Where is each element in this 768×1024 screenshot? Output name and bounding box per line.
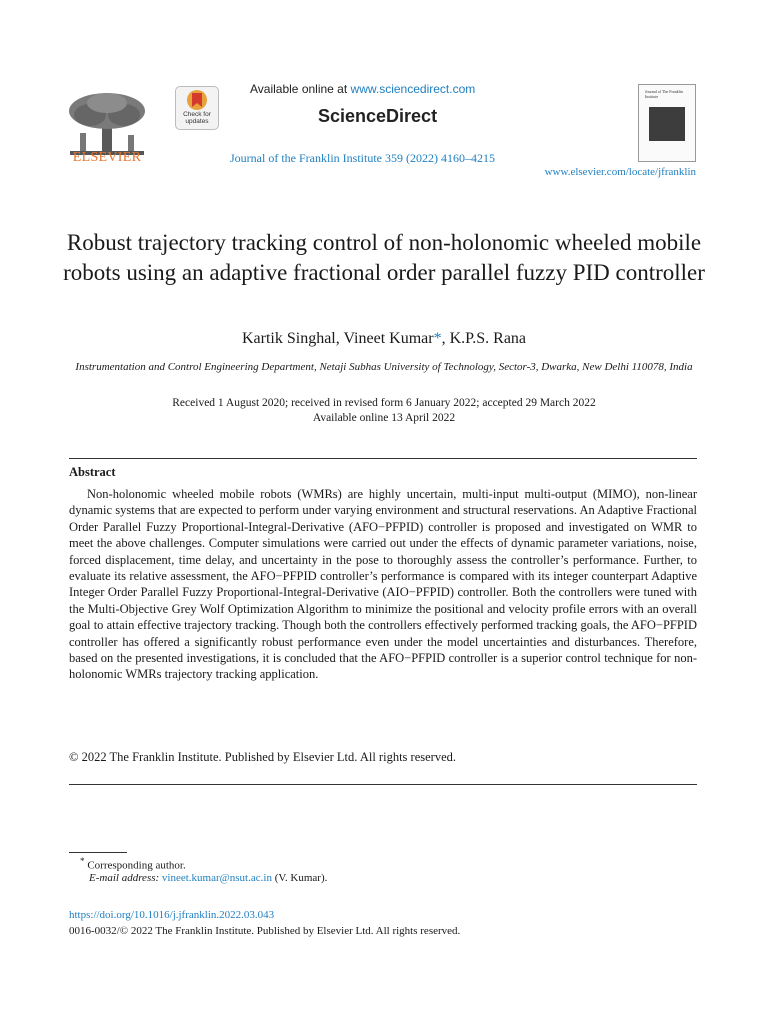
authors-first: Kartik Singhal, Vineet Kumar (241, 330, 434, 347)
abstract-text: Non-holonomic wheeled mobile robots (WMRs) are highly uncertain, multi-input multi-output (MIMO), non-linear dynamic systems that are expected to perform under varying environment and structural reservations. An Adaptive Fractional Order Parallel Fuzzy Proportional-Integral-Derivative (AFO−PFPID) controller is proposed and investigated on WMR to meet the above challenges. Computer simulations were carried out under the effects of dynamic parameter variations, noise, forced displacement, time delay, and uncertainty in the pose to thoroughly assess the controller’s performance. Further, to evaluate its relative assessment, the AFO−PFPID controller’s performance is compared with its integer counterpart Adaptive Integer Order Parallel Fuzzy Proportional-Integral-Derivative (AIO−PFPID) controller. Both the controllers were tuned with the Multi-Objective Grey Wolf Optimization Algorithm to minimize the positional and velocity profile errors with an overall goal to attain effective trajectory tracking. Though both the controllers effectively performed tracking goals, the AFO−PFPID controller has offered a significantly robust performance even under the model uncertainties and disturbances. Therefore, based on the presented investigations, it is concluded that the AFO−PFPID controller is a superior control technique for non-holonomic WMRs trajectory tracking application. (69, 487, 697, 682)
cover-image (649, 107, 685, 141)
check-for-updates-label: Check for updates (183, 111, 211, 125)
corresponding-label: Corresponding author. (87, 859, 186, 872)
available-online (250, 82, 475, 96)
corresponding-author-marker[interactable]: * (433, 330, 442, 347)
bookmark-icon (176, 87, 218, 113)
received-dates: Received 1 August 2020; received in revised form 6 January 2022; accepted 29 March 2022 (172, 397, 596, 409)
article-title: Robust trajectory tracking control of non-holonomic wheeled mobile robots using an adaptive fractional order parallel fuzzy PID controller (63, 230, 705, 285)
doi-link[interactable]: https://doi.org/10.1016/j.jfranklin.2022.03.043 (69, 909, 275, 921)
abstract-body (69, 486, 697, 683)
author-list (40, 330, 728, 348)
elsevier-wordmark: ELSEVIER (72, 150, 142, 165)
affiliation: Instrumentation and Control Engineering Department, Netaji Subhas University of Technology, Sector-3, Dwarka, New Delhi 110078, India (75, 361, 693, 373)
sciencedirect-link[interactable]: www.sciencedirect.com (350, 82, 476, 96)
journal-cover-thumbnail (638, 84, 696, 162)
abstract-copyright: © 2022 The Franklin Institute. Published by Elsevier Ltd. All rights reserved. (69, 750, 456, 764)
email-label: E-mail address: (89, 872, 162, 884)
sciencedirect-brand: ScienceDirect (318, 106, 438, 126)
authors-rest: , K.P.S. Rana (441, 330, 527, 347)
available-prefix: Available online at (250, 82, 351, 96)
abstract-bottom-rule (69, 784, 697, 785)
available-online-date: Available online 13 April 2022 (312, 412, 456, 424)
journal-url-link[interactable]: www.elsevier.com/locate/jfranklin (544, 166, 696, 178)
issn-copyright: 0016-0032/© 2022 The Franklin Institute. Published by Elsevier Ltd. All rights reserved. (69, 925, 461, 937)
abstract-heading: Abstract (69, 465, 116, 479)
footnote-email (89, 872, 327, 884)
abstract-top-rule (69, 458, 697, 459)
footnote-rule (69, 852, 127, 853)
footnote-star: * (80, 856, 85, 866)
footnote-corresponding (80, 856, 186, 872)
journal-citation[interactable]: Journal of the Franklin Institute 359 (2022) 4160–4215 (230, 151, 495, 165)
email-suffix: (V. Kumar). (271, 872, 328, 884)
article-dates (72, 396, 696, 426)
email-link[interactable]: vineet.kumar@nsut.ac.in (161, 872, 272, 884)
cover-title: Journal of The Franklin Institute (645, 89, 683, 99)
